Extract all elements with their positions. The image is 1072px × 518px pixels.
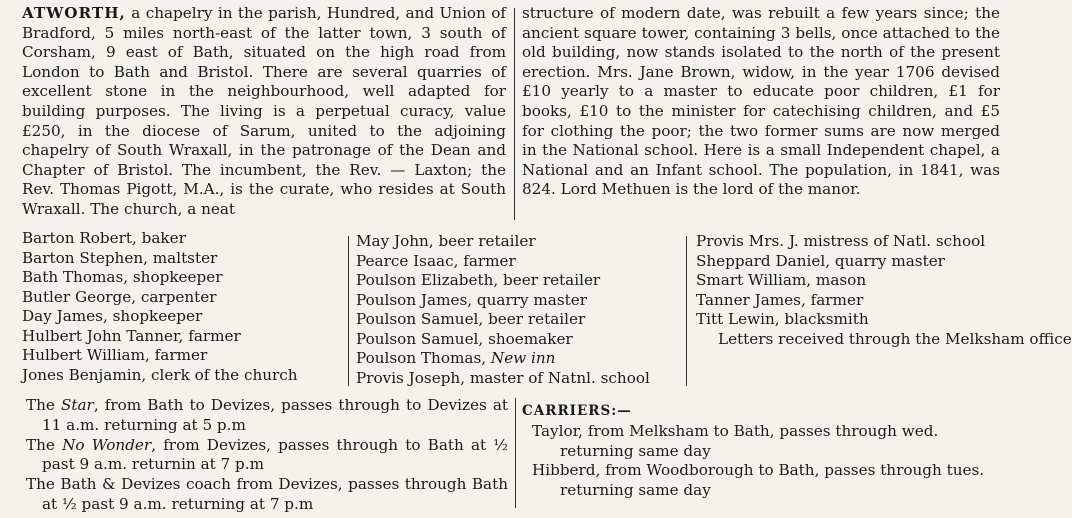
directory-column-1 [22,229,298,385]
directory-entry: Titt Lewin, blacksmith [696,310,869,328]
directory-entry: Poulson James, quarry master [356,290,588,309]
directory-entry: Day James, shopkeeper [22,307,203,325]
directory-entry: Poulson Samuel, shoemaker [356,329,573,348]
directory-divider-2 [686,236,687,386]
entry-paragraph-right: structure of modern date, was rebuilt a few years since; the ancient square tower, containing 3 bells, once attached to the old building, now stands isolated to the north of the present erection. Mrs. Jane Brown, widow, in the year 1706 devised £10 yearly to a master to educate poor children, £1 for books, £10 to the minister for catechising children, and £5 for clothing the poor; the two former sums are now merged in the National school. Here is a small Independent chapel, a National and an Infant school. The population, in 1841, was 824. Lord Methuen is the lord of the manor. [522,4,1000,199]
directory-column-3 [696,232,1072,349]
directory-entry: Barton Stephen, maltster [22,248,218,267]
coach-entry [26,436,508,476]
directory-entry: Hulbert William, farmer [22,346,208,364]
inn-name: New inn [490,349,556,367]
inn-keeper-name: Poulson Thomas, [356,349,487,367]
directory-divider-1 [348,236,349,386]
directory-entry: Hulbert John Tanner, farmer [22,326,241,345]
directory-entry: Poulson Samuel, beer retailer [356,310,586,328]
coach-details: , from Bath to Devizes, passes through to Devizes at 11 a.m. returning at 5 p.m [42,396,508,434]
column-divider-top [514,8,515,220]
coach-name: No Wonder [62,435,152,454]
entry-text-left: a chapelry in the parish, Hundred, and Union of Bradford, 5 miles north-east of the latter town, 3 south of Corsham, 9 east of Bath, situated on the high road from London to Bath and Bristol. There are several quarries of excellent stone in the neighbourhood, well adapted for building purposes. The living is a perpetual curacy, value £250, in the diocese of Sarum, united to the adjoining chapelry of South Wraxall, in the patronage of the Dean and Chapter of Bristol. The incumbent, the Rev. — Laxton; the Rev. Thomas Pigott, M.A., is the curate, who resides at South Wraxall. The church, a neat [22,4,507,218]
coach-name: Star [61,396,94,414]
coach-prefix: The [26,435,55,454]
directory-entry-inn [356,349,650,369]
directory-entry: Bath Thomas, shopkeeper [22,268,223,286]
directory-entry: May John, beer retailer [356,232,536,250]
directory-entry: Tanner James, farmer [696,290,864,309]
entry-paragraph-left [22,4,506,220]
column-divider-bottom [515,398,516,508]
coach-entry [26,396,508,436]
letters-note: Letters received through the Melksham office [718,329,1072,348]
carriers-heading: CARRIERS:— [522,403,632,419]
carrier-entry: Hibberd, from Woodborough to Bath, passes through tues. returning same day [532,461,985,500]
carriers-section [522,402,1002,501]
directory-entry: Sheppard Daniel, quarry master [696,251,945,270]
directory-entry: Pearce Isaac, farmer [356,251,516,270]
directory-entry: Provis Mrs. J. mistress of Natl. school [696,232,986,250]
directory-entry: Barton Robert, baker [22,229,186,247]
coaches-list [26,396,508,515]
directory-entry: Jones Benjamin, clerk of the church [22,365,298,384]
place-name: ATWORTH, [22,4,126,22]
coach-details: , from Devizes, passes through to Bath at ½ past 9 a.m. returnin at 7 p.m [42,435,509,474]
carriers-list [522,422,1002,501]
directory-column-2 [356,232,650,388]
coach-entry [26,475,508,515]
directory-entry: Butler George, carpenter [22,287,217,306]
carrier-entry: Taylor, from Melksham to Bath, passes through wed. returning same day [532,421,939,460]
coach-details: The Bath & Devizes coach from Devizes, passes through Bath at ½ past 9 a.m. returning at 7 p.m [26,475,508,513]
coach-prefix: The [26,396,55,414]
directory-entry: Smart William, mason [696,271,867,289]
directory-entry: Poulson Elizabeth, beer retailer [356,271,601,289]
directory-entry: Provis Joseph, master of Natnl. school [356,368,650,387]
